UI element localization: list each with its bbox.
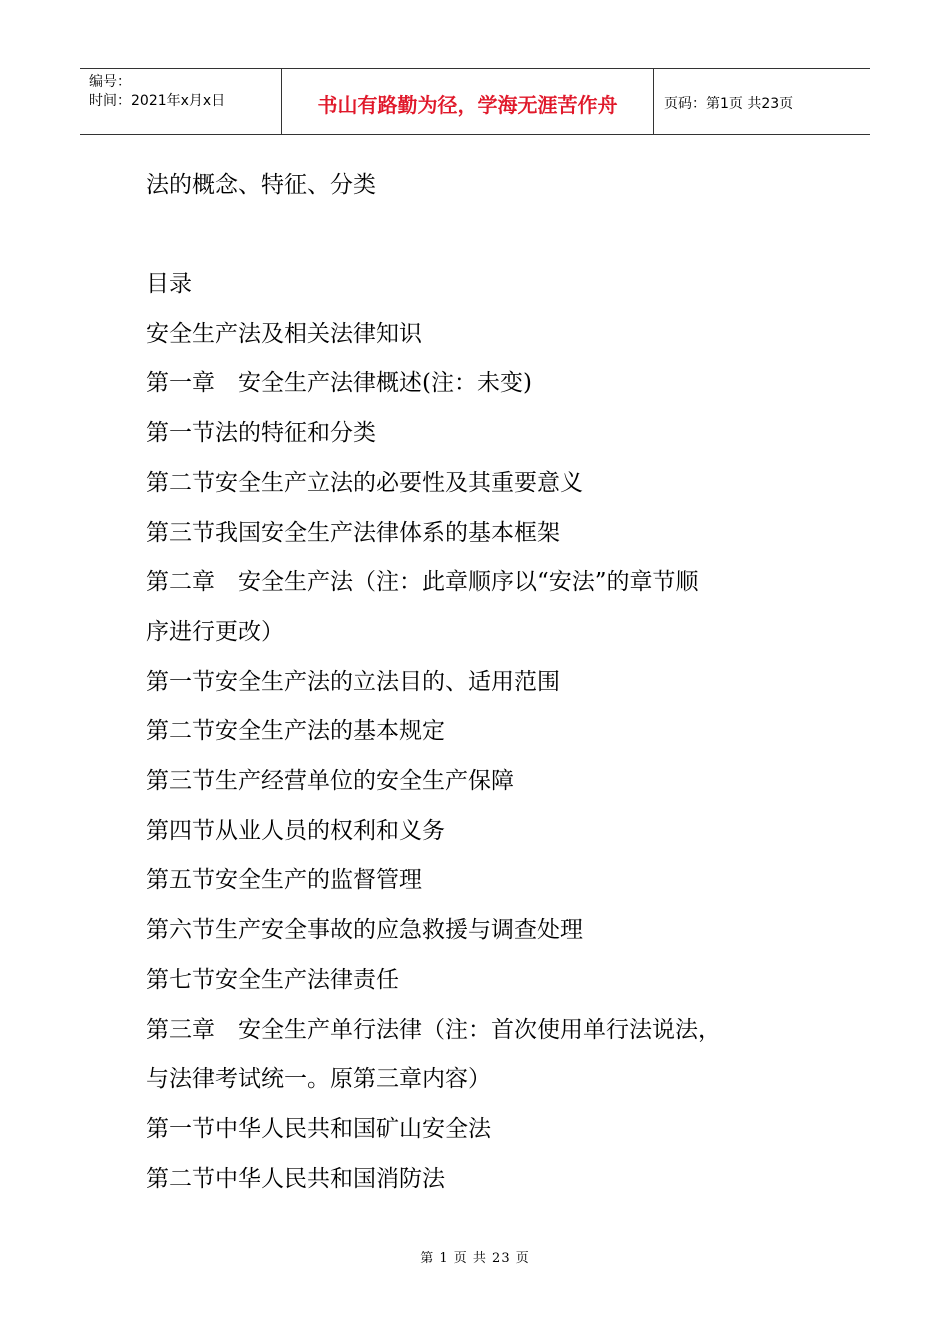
toc-line: 第二节中华人民共和国消防法 [146,1165,445,1192]
toc-line: 第一节中华人民共和国矿山安全法 [146,1115,491,1142]
document-time-label: 时间：2021年x月x日 [89,93,226,109]
toc-line: 第一节安全生产法的立法目的、适用范围 [146,668,560,695]
toc-line: 第六节生产安全事故的应急救援与调查处理 [146,917,583,944]
header-page-info: 页码：第1页 共23页 [664,95,794,112]
document-number-label: 编号： [89,74,131,90]
header-motto: 书山有路勤为径，学海无涯苦作舟 [282,69,654,134]
page-footer: 第 1 页 共 23 页 [420,1251,530,1266]
toc-heading: 目录 [146,271,192,297]
toc-line: 第五节安全生产的监督管理 [146,867,422,894]
toc-line: 第七节安全生产法律责任 [146,966,399,993]
page-header [80,68,870,135]
document-body [146,160,814,1204]
toc-line: 安全生产法及相关法律知识 [146,320,422,347]
toc-line: 与法律考试统一。原第三章内容） [146,1066,491,1093]
toc-line: 第二章 安全生产法（注：此章顺序以“安法”的章节顺 [146,569,699,596]
toc-line: 第二节安全生产法的基本规定 [146,718,445,745]
toc-line: 第四节从业人员的权利和义务 [146,817,445,844]
toc-line: 第一章 安全生产法律概述(注：未变) [146,370,532,397]
toc-line: 第二节安全生产立法的必要性及其重要意义 [146,469,583,496]
blank-line [146,210,814,260]
toc-line: 第三节生产经营单位的安全生产保障 [146,768,514,795]
toc-line: 第三章 安全生产单行法律（注：首次使用单行法说法， [146,1016,721,1043]
toc-line: 序进行更改） [146,618,284,645]
toc-line: 第一节法的特征和分类 [146,420,376,447]
header-meta [80,69,282,134]
document-title: 法的概念、特征、分类 [146,172,376,198]
toc-line: 第三节我国安全生产法律体系的基本框架 [146,519,560,546]
